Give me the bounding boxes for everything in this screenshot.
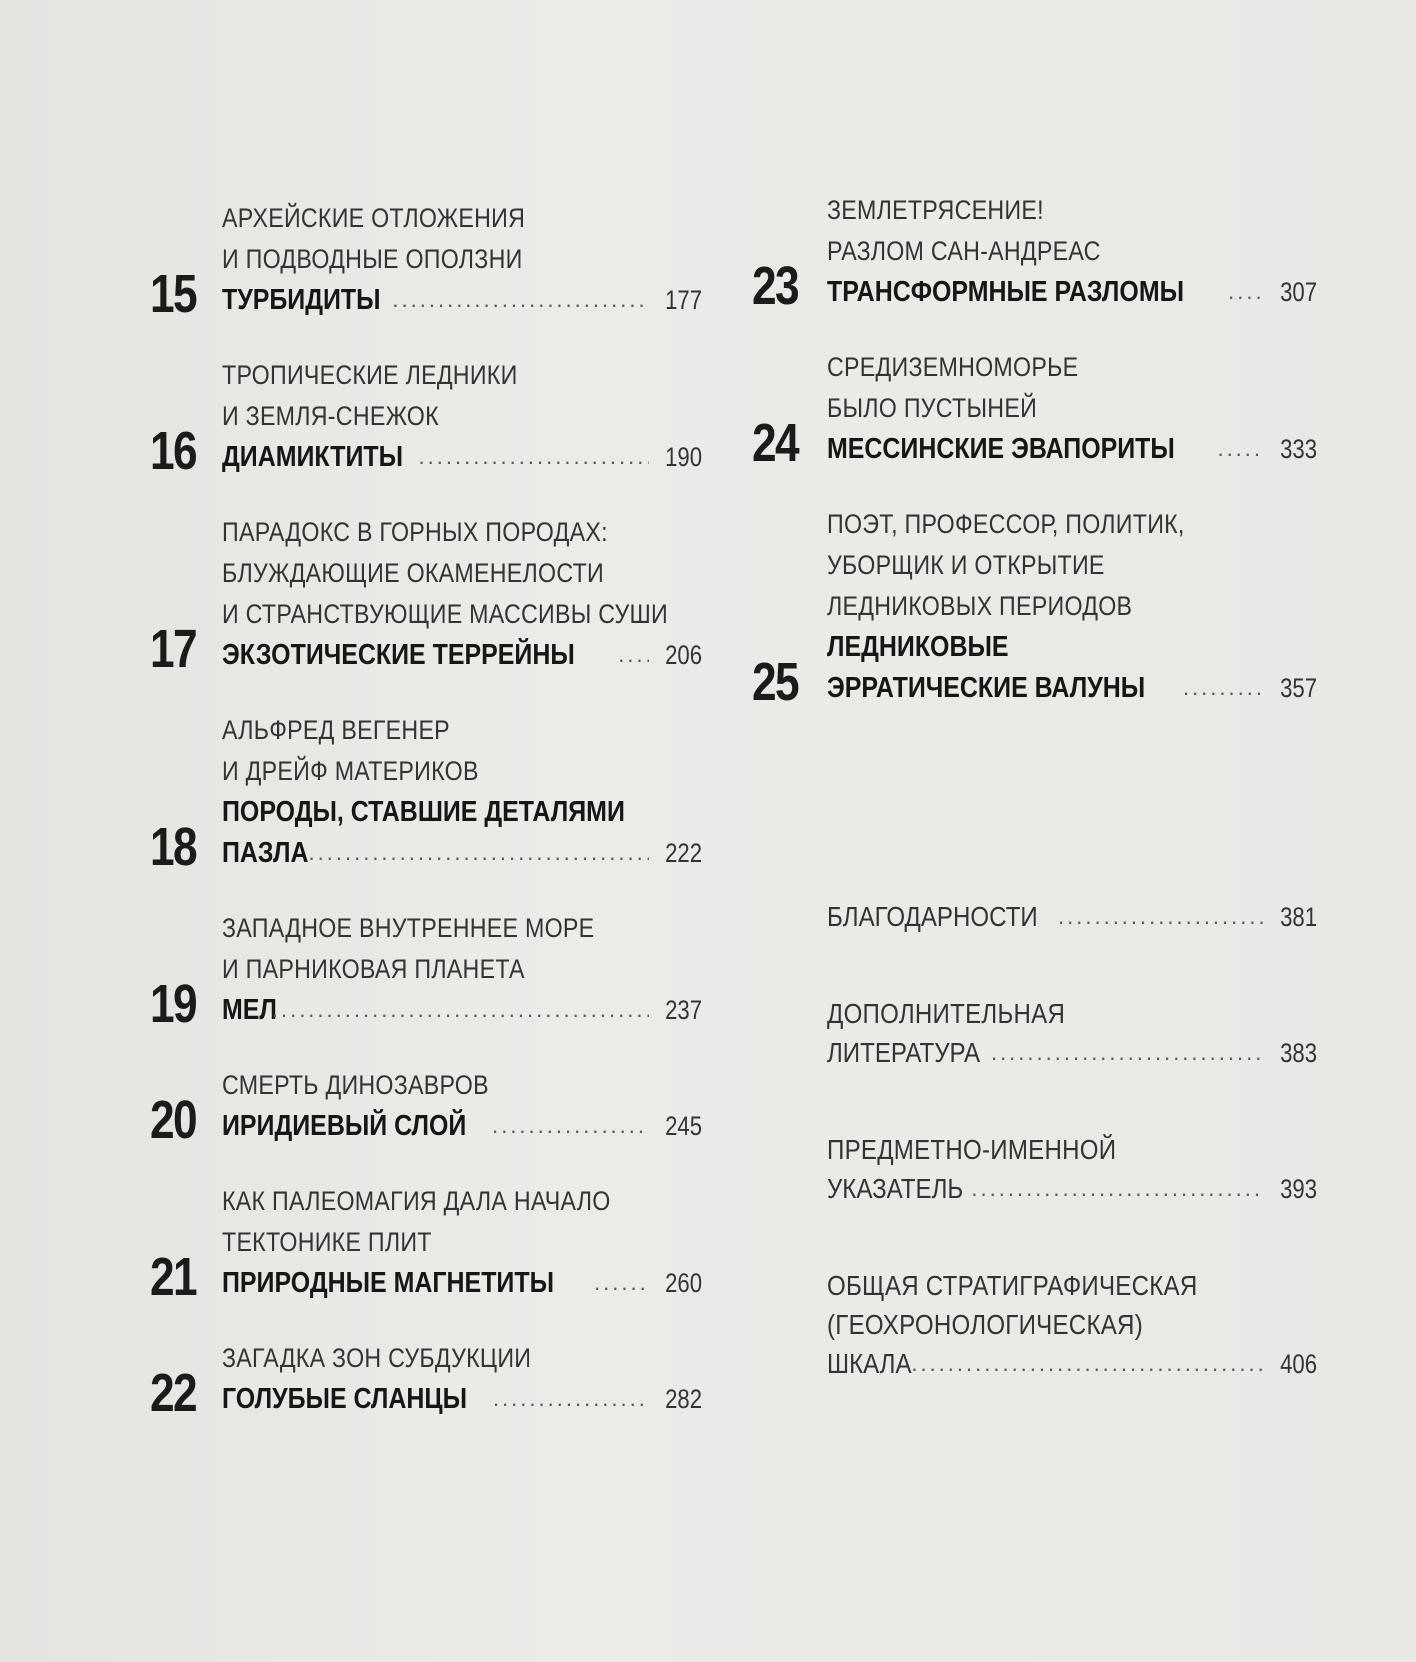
- back-matter-row: [827, 897, 1317, 936]
- page-number: 177: [665, 285, 702, 315]
- toc-column-right: [752, 190, 1317, 1441]
- dot-leader: [1183, 667, 1264, 708]
- toc-entry: [150, 908, 702, 1034]
- page-number: 206: [665, 640, 702, 670]
- page-number: 307: [1280, 277, 1317, 307]
- toc-column-left: [150, 198, 702, 1454]
- toc-entry: [150, 1181, 702, 1307]
- chapter-title-row: [222, 1263, 702, 1304]
- dot-leader: [1217, 428, 1263, 469]
- toc-entry: [150, 512, 702, 679]
- chapter-title-row: [827, 272, 1317, 313]
- chapter-subtitle-line: АЛЬФРЕД ВЕГЕНЕР: [222, 715, 450, 745]
- back-matter-line: ОБЩАЯ СТРАТИГРАФИЧЕСКАЯ: [827, 1270, 1198, 1301]
- toc-entry: [150, 1065, 702, 1150]
- chapter-number: 17: [150, 619, 196, 679]
- toc-entry: [150, 1338, 702, 1423]
- back-matter-entry: [752, 1130, 1317, 1208]
- chapter-number: 24: [752, 413, 798, 473]
- page-number: 381: [1280, 902, 1317, 932]
- section-gap: [752, 743, 1317, 897]
- chapter-number: 19: [150, 974, 196, 1034]
- chapter-subtitle-line: УБОРЩИК И ОТКРЫТИЕ: [827, 550, 1105, 580]
- back-matter-row: [827, 1033, 1317, 1072]
- chapter-subtitle-line: ПАРАДОКС В ГОРНЫХ ПОРОДАХ:: [222, 517, 608, 547]
- page-number: 333: [1280, 434, 1317, 464]
- page-number: 222: [665, 838, 702, 868]
- toc-entry: [752, 190, 1317, 316]
- chapter-title-line: ГОЛУБЫЕ СЛАНЦЫ: [222, 1383, 468, 1415]
- toc-entry: [752, 347, 1317, 473]
- chapter-title-row: [222, 1379, 702, 1420]
- dot-leader: [971, 1169, 1264, 1208]
- dot-leader: [392, 279, 649, 320]
- chapter-subtitle-line: ЗАПАДНОЕ ВНУТРЕННЕЕ МОРЕ: [222, 913, 595, 943]
- page-number: 406: [1280, 1349, 1317, 1379]
- page-number: 357: [1280, 673, 1317, 703]
- dot-leader: [594, 1262, 649, 1303]
- page-number: 190: [665, 442, 702, 472]
- chapter-title-line: ТРАНСФОРМНЫЕ РАЗЛОМЫ: [827, 276, 1185, 308]
- back-matter-line: ПРЕДМЕТНО-ИМЕННОЙ: [827, 1134, 1117, 1165]
- chapter-title-line: ПОРОДЫ, СТАВШИЕ ДЕТАЛЯМИ: [222, 796, 625, 828]
- chapter-subtitle-line: АРХЕЙСКИЕ ОТЛОЖЕНИЯ: [222, 203, 526, 233]
- back-matter-line: ШКАЛА: [827, 1348, 912, 1379]
- chapter-title-line: ЭРРАТИЧЕСКИЕ ВАЛУНЫ: [827, 672, 1146, 704]
- chapter-title-row: [827, 429, 1317, 470]
- toc-entry: [150, 355, 702, 481]
- dot-leader: [618, 634, 649, 675]
- back-matter-entry: [752, 1266, 1317, 1383]
- chapter-subtitle-line: И ПОДВОДНЫЕ ОПОЛЗНИ: [222, 244, 523, 274]
- dot-leader: [272, 989, 649, 1030]
- chapter-subtitle-line: И ДРЕЙФ МАТЕРИКОВ: [222, 756, 479, 786]
- chapter-subtitle-line: БЛУЖДАЮЩИЕ ОКАМЕНЕЛОСТИ: [222, 558, 605, 588]
- page-number: 383: [1280, 1038, 1317, 1068]
- chapter-title-line: ЭКЗОТИЧЕСКИЕ ТЕРРЕЙНЫ: [222, 639, 575, 671]
- chapter-title-line: ТУРБИДИТЫ: [222, 284, 381, 316]
- chapter-title-line: ЛЕДНИКОВЫЕ: [827, 631, 1009, 663]
- chapter-number: 25: [752, 652, 798, 712]
- chapter-title-line: МЕССИНСКИЕ ЭВАПОРИТЫ: [827, 433, 1175, 465]
- chapter-number: 21: [150, 1247, 196, 1307]
- chapter-number: 15: [150, 264, 196, 324]
- toc-entry: [150, 198, 702, 324]
- chapter-subtitle-line: СМЕРТЬ ДИНОЗАВРОВ: [222, 1070, 489, 1100]
- back-matter-entry: [752, 897, 1317, 936]
- chapter-title-row: [222, 437, 702, 478]
- back-matter-row: [827, 1169, 1317, 1208]
- chapter-subtitle-line: ЗЕМЛЕТРЯСЕНИЕ!: [827, 195, 1044, 225]
- dot-leader: [1228, 271, 1264, 312]
- chapter-title-row: [222, 635, 702, 676]
- chapter-title-line: ИРИДИЕВЫЙ СЛОЙ: [222, 1110, 467, 1142]
- page-number: 393: [1280, 1174, 1317, 1204]
- chapter-title-row: [222, 833, 702, 874]
- dot-leader: [911, 1344, 1264, 1383]
- chapter-subtitle-line: ТЕКТОНИКЕ ПЛИТ: [222, 1227, 432, 1257]
- back-matter-line: БЛАГОДАРНОСТИ: [827, 901, 1038, 932]
- dot-leader: [991, 1033, 1264, 1072]
- back-matter-line: ДОПОЛНИТЕЛЬНАЯ: [827, 998, 1066, 1029]
- dot-leader: [492, 1105, 649, 1146]
- chapter-title-row: [827, 668, 1317, 709]
- chapter-subtitle-line: БЫЛО ПУСТЫНЕЙ: [827, 393, 1038, 423]
- chapter-subtitle-line: СРЕДИЗЕМНОМОРЬЕ: [827, 352, 1079, 382]
- back-matter-line: УКАЗАТЕЛЬ: [827, 1173, 964, 1204]
- toc-entry: [150, 710, 702, 877]
- dot-leader: [493, 1378, 649, 1419]
- back-matter-line: ЛИТЕРАТУРА: [827, 1037, 981, 1068]
- chapter-number: 20: [150, 1090, 196, 1150]
- dot-leader: [309, 832, 649, 873]
- chapter-number: 23: [752, 256, 798, 316]
- chapter-title-line: ДИАМИКТИТЫ: [222, 441, 404, 473]
- dot-leader: [1058, 897, 1264, 936]
- chapter-subtitle-line: И ЗЕМЛЯ-СНЕЖОК: [222, 401, 439, 431]
- chapter-title-row: [222, 990, 702, 1031]
- chapter-title-line: ПАЗЛА: [222, 837, 309, 869]
- chapter-number: 16: [150, 421, 196, 481]
- chapter-subtitle-line: ЛЕДНИКОВЫХ ПЕРИОДОВ: [827, 591, 1133, 621]
- back-matter-line: (ГЕОХРОНОЛОГИЧЕСКАЯ): [827, 1309, 1143, 1340]
- page-number: 245: [665, 1111, 702, 1141]
- chapter-subtitle-line: ПОЭТ, ПРОФЕССОР, ПОЛИТИК,: [827, 509, 1185, 539]
- toc-back-matter: [752, 897, 1317, 1383]
- chapter-title-line: МЕЛ: [222, 994, 277, 1026]
- chapter-subtitle-line: ЗАГАДКА ЗОН СУБДУКЦИИ: [222, 1343, 532, 1373]
- chapter-number: 18: [150, 817, 196, 877]
- chapter-number: 22: [150, 1363, 196, 1423]
- chapter-subtitle-line: ТРОПИЧЕСКИЕ ЛЕДНИКИ: [222, 360, 518, 390]
- chapter-subtitle-line: И СТРАНСТВУЮЩИЕ МАССИВЫ СУШИ: [222, 599, 669, 629]
- back-matter-entry: [752, 994, 1317, 1072]
- page-number: 260: [665, 1268, 702, 1298]
- dot-leader: [419, 436, 649, 477]
- chapter-subtitle-line: И ПАРНИКОВАЯ ПЛАНЕТА: [222, 954, 525, 984]
- chapter-subtitle-line: РАЗЛОМ САН-АНДРЕАС: [827, 236, 1101, 266]
- chapter-title-row: [222, 280, 702, 321]
- chapter-title-line: ПРИРОДНЫЕ МАГНЕТИТЫ: [222, 1267, 555, 1299]
- toc-chapters-right: [752, 190, 1317, 712]
- page-number: 237: [665, 995, 702, 1025]
- page-number: 282: [665, 1384, 702, 1414]
- chapter-subtitle-line: КАК ПАЛЕОМАГИЯ ДАЛА НАЧАЛО: [222, 1186, 611, 1216]
- toc-entry: [752, 504, 1317, 712]
- back-matter-row: [827, 1344, 1317, 1383]
- chapter-title-row: [222, 1106, 702, 1147]
